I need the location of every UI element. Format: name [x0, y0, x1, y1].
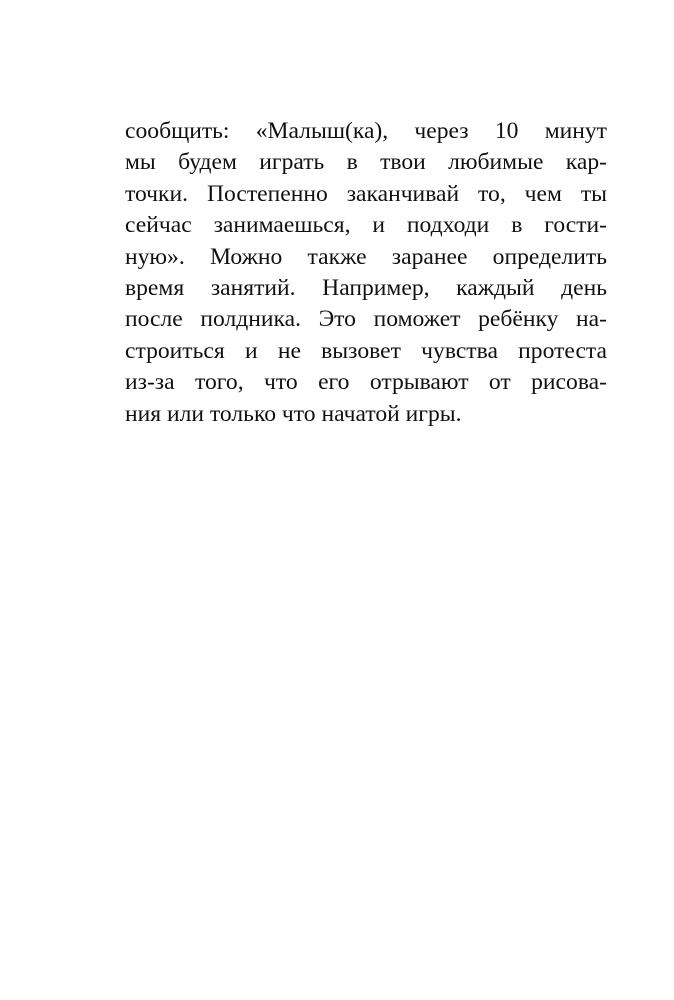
text-line: строиться и не вызовет чувства протеста: [125, 337, 607, 364]
text-line: время занятий. Например, каждый день: [125, 275, 607, 302]
text-line-last: ния или только что начатой игры.: [125, 400, 462, 427]
text-line: ную». Можно также заранее определить: [125, 243, 607, 270]
text-line: сообщить: «Малыш(ка), через 10 минут: [125, 118, 607, 144]
text-line: сейчас занимаешься, и подходи в гости-: [125, 212, 607, 239]
text-line: точки. Постепенно заканчивай то, чем ты: [125, 180, 607, 207]
text-line: после полдника. Это поможет ребёнку на-: [125, 306, 607, 333]
text-line: мы будем играть в твои любимые кар-: [125, 149, 607, 176]
text-line: из-за того, что его отрывают от рисова-: [125, 369, 607, 396]
body-paragraph: [125, 116, 607, 430]
